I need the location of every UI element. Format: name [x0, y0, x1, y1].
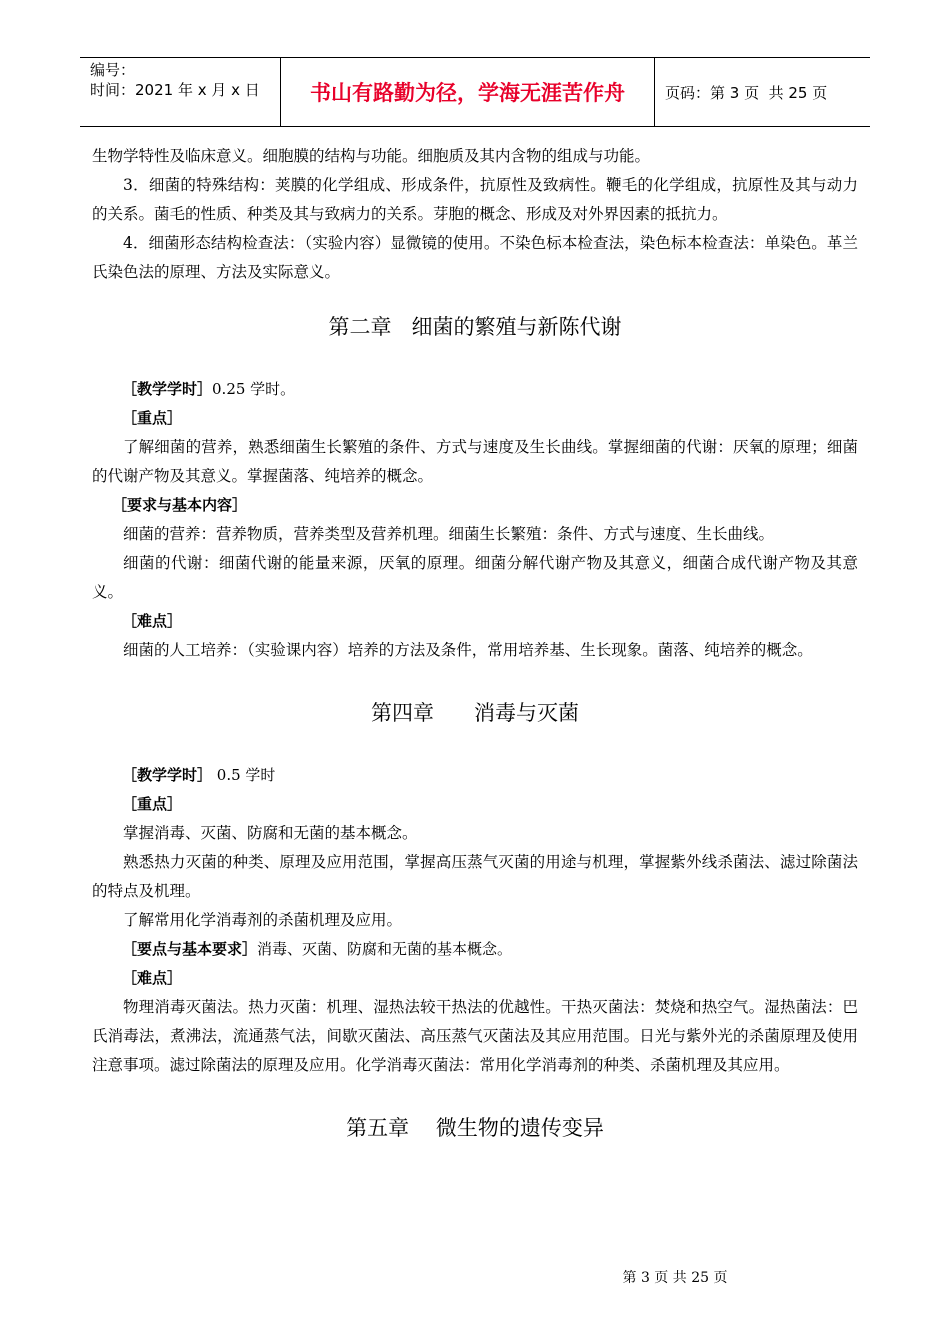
- chapter-5-title: 第五章 微生物的遗传变异: [346, 1116, 604, 1140]
- intro-paragraph-2: 3．细菌的特殊结构：荚膜的化学组成、形成条件，抗原性及致病性。鞭毛的化学组成，抗原性及其与动力的关系。菌毛的性质、种类及其与致病力的关系。芽胞的概念、形成及对外界因素的抵抗力。: [92, 176, 858, 223]
- ch2-diff-label: ［难点］: [122, 612, 183, 630]
- ch2-req-text-1: 细菌的营养：营养物质，营养类型及营养机理。细菌生长繁殖：条件、方式与速度、生长曲线。: [123, 525, 775, 543]
- ch2-key-text: 了解细菌的营养，熟悉细菌生长繁殖的条件、方式与速度及生长曲线。掌握细菌的代谢：厌氧的原理；细菌的代谢产物及其意义。掌握菌落、纯培养的概念。: [92, 438, 858, 485]
- ch2-hours: [92, 375, 858, 404]
- ch2-hours-label: ［教学学时］: [122, 380, 213, 398]
- header-page-info: [655, 58, 870, 126]
- ch4-hours: [92, 761, 858, 790]
- ch4-key-text-2: 熟悉热力灭菌的种类、原理及应用范围，掌握高压蒸气灭菌的用途与机理，掌握紫外线杀菌法、滤过除菌法的特点及机理。: [92, 853, 858, 900]
- ch2-hours-value: 0.25 学时。: [212, 380, 296, 398]
- intro-paragraph-1: 生物学特性及临床意义。细胞膜的结构与功能。细胞质及其内含物的组成与功能。: [92, 147, 651, 165]
- header-page-info-text: 页码：第 3 页 共 25 页: [665, 83, 828, 102]
- ch4-req-value: 消毒、灭菌、防腐和无菌的基本概念。: [257, 940, 513, 958]
- ch4-key-text-1: 掌握消毒、灭菌、防腐和无菌的基本概念。: [123, 824, 418, 842]
- ch4-hours-label: ［教学学时］: [122, 766, 213, 784]
- ch2-req-label: ［要求与基本内容］: [112, 496, 248, 514]
- document-number-label: 编号：: [90, 61, 136, 79]
- header-meta: [80, 58, 280, 126]
- page-footer: 第 3 页 共 25 页: [622, 1270, 728, 1286]
- ch2-diff-text: 细菌的人工培养：（实验课内容）培养的方法及条件，常用培养基、生长现象。菌落、纯培养的概念。: [123, 641, 813, 659]
- page-header: [80, 57, 870, 127]
- chapter-4-title: 第四章 消毒与灭菌: [370, 701, 580, 725]
- ch4-req: [92, 935, 858, 964]
- ch4-diff-text: 物理消毒灭菌法。热力灭菌：机理、湿热法较干热法的优越性。干热灭菌法：焚烧和热空气。湿热菌法：巴氏消毒法，煮沸法，流通蒸气法，间歇灭菌法、高压蒸气灭菌法及其应用范围。日光与紫外光的杀菌原理及使用注意事项。滤过除菌法的原理及应用。化学消毒灭菌法：常用化学消毒剂的种类、杀菌机理及其应用。: [92, 998, 858, 1074]
- ch4-hours-value: 0.5 学时: [212, 766, 276, 784]
- chapter-2-title: 第二章 细菌的繁殖与新陈代谢: [328, 315, 622, 339]
- ch4-diff-label: ［难点］: [122, 969, 183, 987]
- document-body: [92, 142, 858, 1143]
- ch4-key-label: ［重点］: [122, 795, 183, 813]
- ch4-req-label: ［要点与基本要求］: [122, 940, 258, 958]
- intro-paragraph-3: 4．细菌形态结构检查法：（实验内容）显微镜的使用。不染色标本检查法，染色标本检查法：单染色。革兰氏染色法的原理、方法及实际意义。: [92, 234, 858, 281]
- ch2-key-label: ［重点］: [122, 409, 183, 427]
- ch2-req-text-2: 细菌的代谢：细菌代谢的能量来源，厌氧的原理。细菌分解代谢产物及其意义，细菌合成代谢产物及其意义。: [92, 554, 858, 601]
- ch4-key-text-3: 了解常用化学消毒剂的杀菌机理及应用。: [123, 911, 403, 929]
- header-slogan: 书山有路勤为径，学海无涯苦作舟: [280, 58, 655, 126]
- document-time-label: 时间：2021 年 x 月 x 日: [90, 81, 260, 99]
